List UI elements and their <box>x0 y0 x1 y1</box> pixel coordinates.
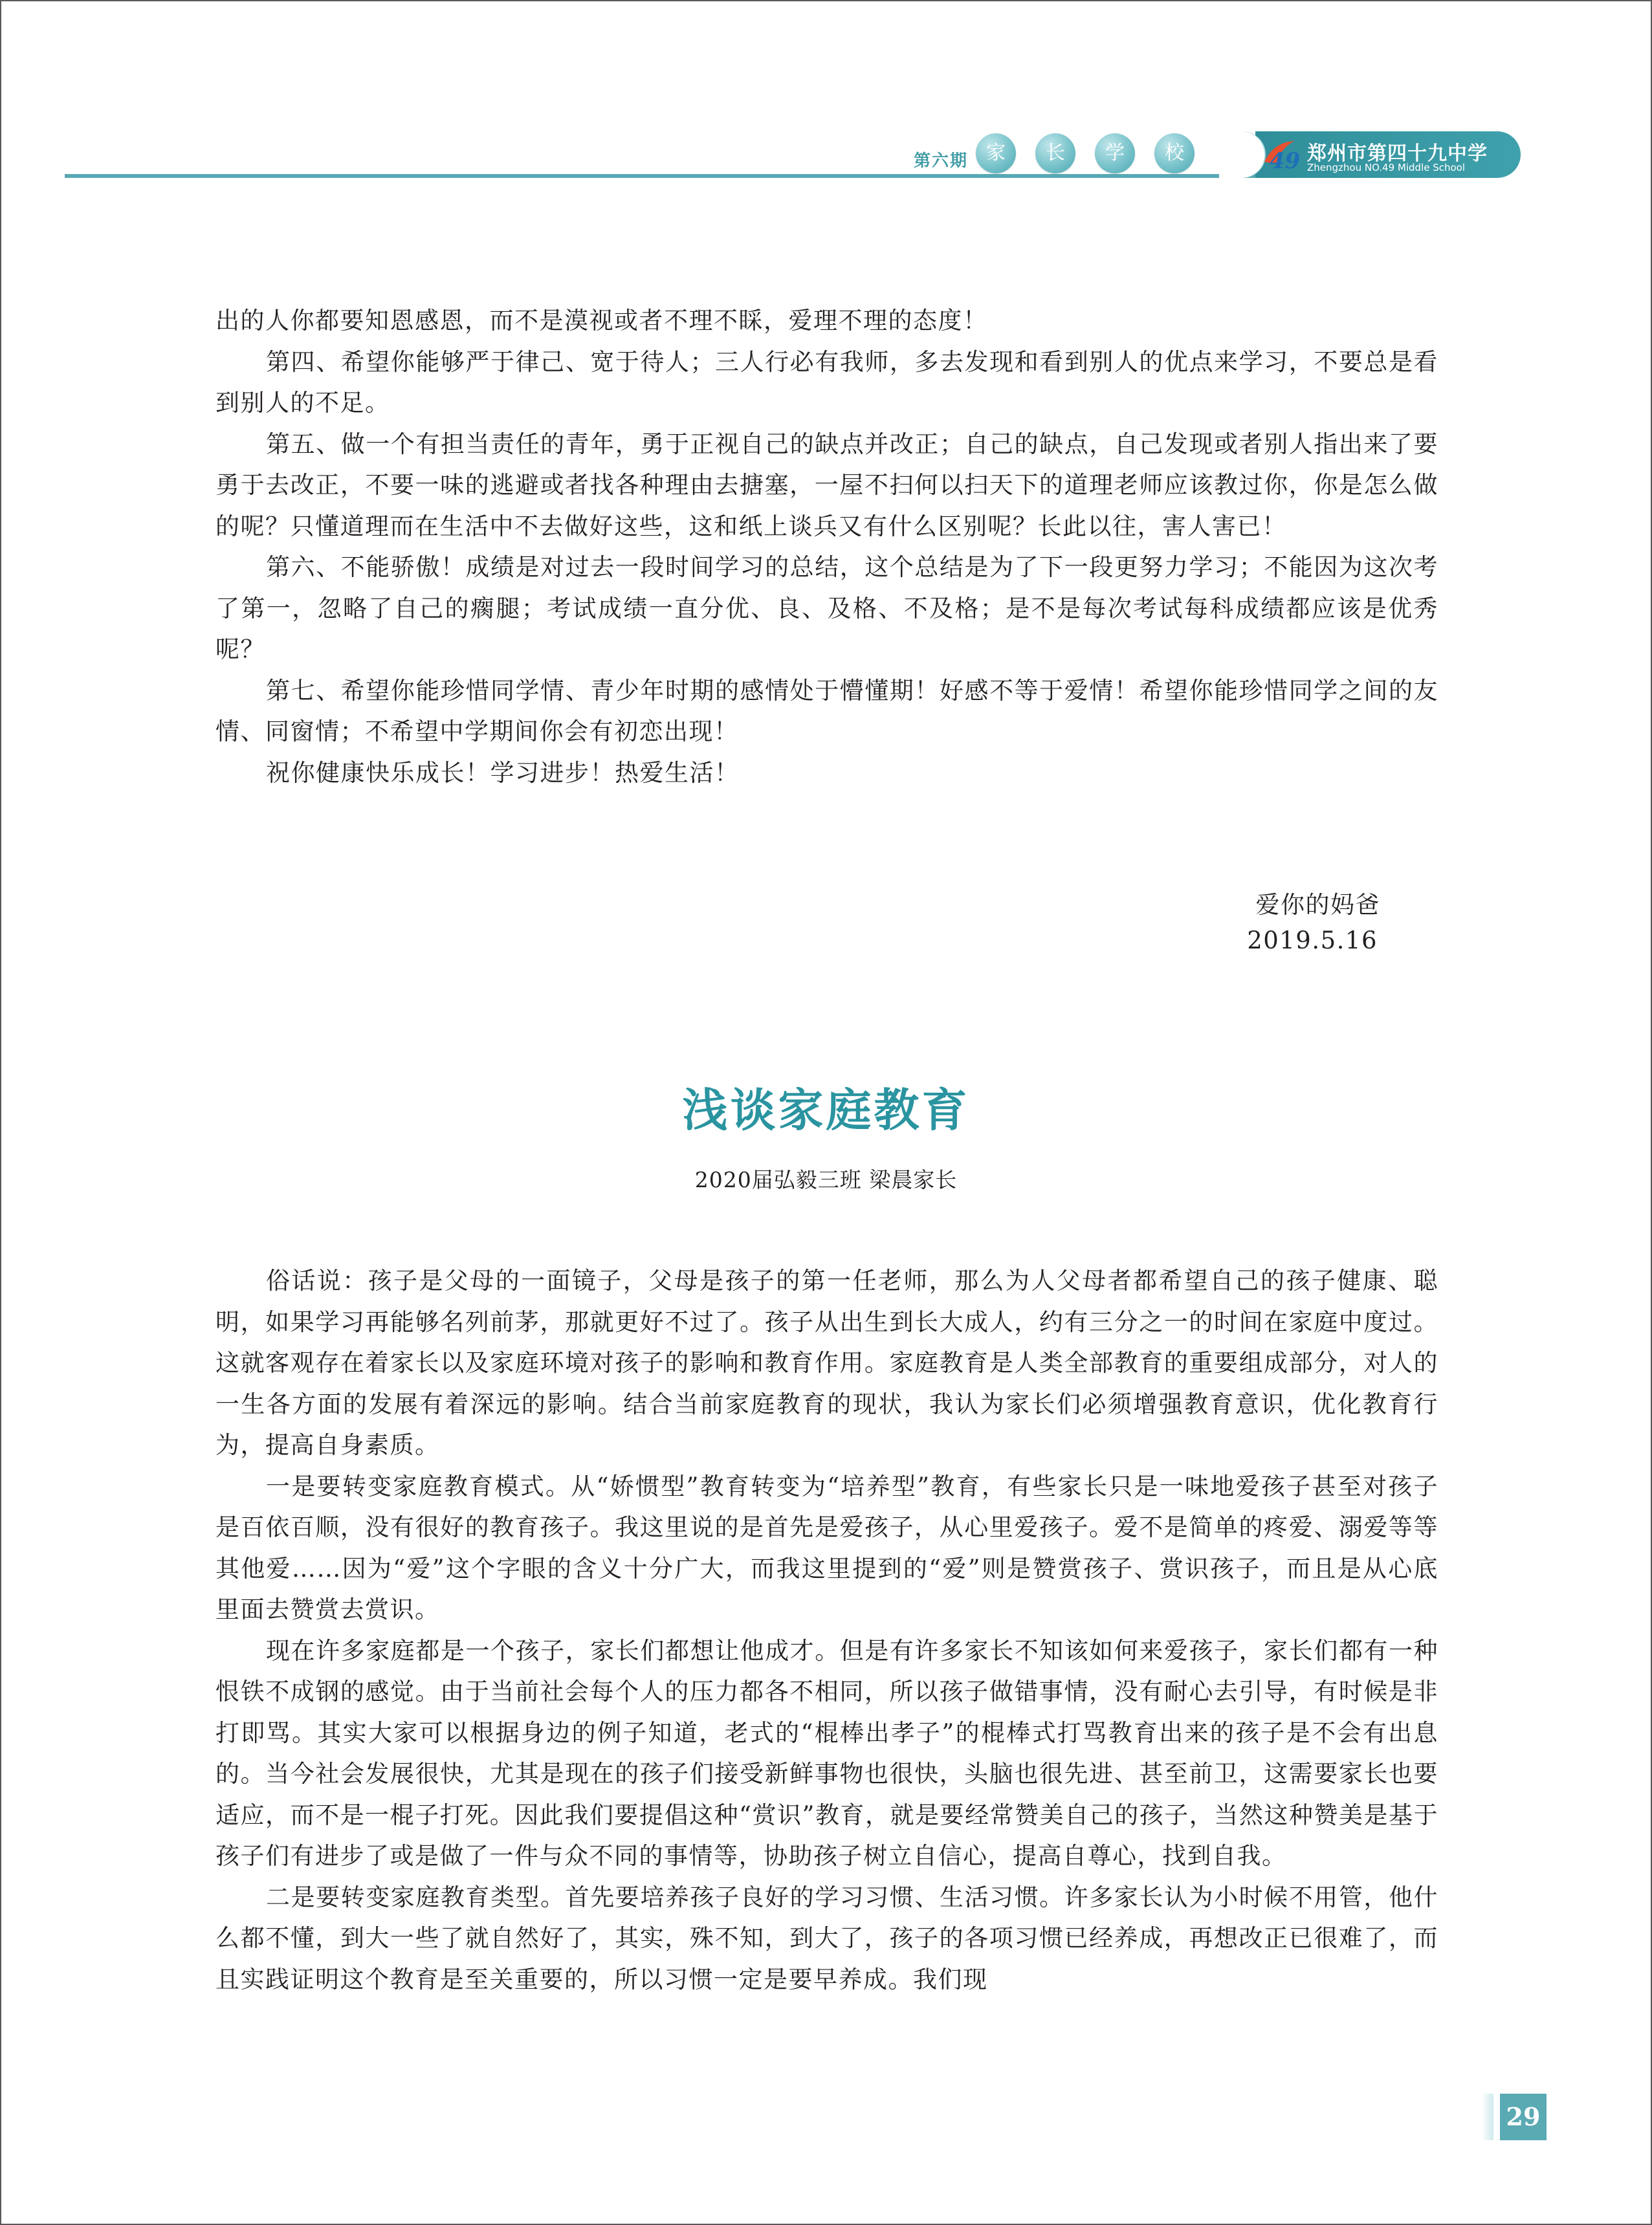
issue-label: 第六期 <box>914 151 969 171</box>
banner-char-3: 学 <box>1095 133 1135 173</box>
letter-date: 2019.5.16 <box>1247 926 1378 954</box>
banner-char-4: 校 <box>1154 133 1195 173</box>
article-paragraph-1: 俗话说：孩子是父母的一面镜子，父母是孩子的第一任老师，那么为人父母者都希望自己的孩子健康、聪明，如果学习再能够名列前茅，那就更好不过了。孩子从出生到长大成人，约有三分之一的时间在家庭中度过。这就客观存在着家长以及家庭环境对孩子的影响和教育作用。家庭教育是人类全部教育的重要组成部分，对人的一生各方面的发展有着深远的影响。结合当前家庭教育的现状，我认为家长们必须增强教育意识，优化教育行为，提高自身素质。 <box>215 1267 1438 1459</box>
letter-paragraph-4: 第六、不能骄傲！成绩是对过去一段时间学习的总结，这个总结是为了下一段更努力学习；不能因为这次考了第一，忽略了自己的瘸腿；考试成绩一直分优、良、及格、不及格；是不是每次考试每科成绩都应该是优秀呢？ <box>215 553 1438 663</box>
letter-paragraph-3: 第五、做一个有担当责任的青年，勇于正视自己的缺点并改正；自己的缺点，自己发现或者别人指出来了要勇于去改正，不要一味的逃避或者找各种理由去搪塞，一屋不扫何以扫天下的道理老师应该教过你，你是怎么做的呢？只懂道理而在生活中不去做好这些，这和纸上谈兵又有什么区别呢？长此以往，害人害已！ <box>215 430 1438 540</box>
article-author: 2020届弘毅三班 梁晨家长 <box>694 1167 958 1192</box>
article-paragraph-3: 现在许多家庭都是一个孩子，家长们都想让他成才。但是有许多家长不知该如何来爱孩子，家长们都有一种恨铁不成钢的感觉。由于当前社会每个人的压力都各不相同，所以孩子做错事情，没有耐心去引导，有时候是非打即骂。其实大家可以根据身边的例子知道，老式的“棍棒出孝子”的棍棒式打骂教育出来的孩子是不会有出息的。当今社会发展很快，尤其是现在的孩子们接受新鲜事物也很快，头脑也很先进、甚至前卫，这需要家长也要适应，而不是一棍子打死。因此我们要提倡这种“赏识”教育，就是要经常赞美自己的孩子，当然这种赞美是基于孩子们有进步了或是做了一件与众不同的事情等，协助孩子树立自信心，提高自尊心，找到自我。 <box>215 1636 1438 1870</box>
letter-paragraph-1: 出的人你都要知恩感恩，而不是漠视或者不理不睬，爱理不理的态度！ <box>215 307 988 334</box>
page-number-tab <box>1482 2094 1493 2140</box>
header-rule <box>65 174 1255 178</box>
svg-text:49: 49 <box>1270 148 1301 174</box>
article-paragraph-2: 一是要转变家庭教育模式。从“娇惯型”教育转变为“培养型”教育，有些家长只是一味地爱孩子甚至对孩子是百依百顺，没有很好的教育孩子。我这里说的是首先是爱孩子，从心里爱孩子。爱不是简单的疼爱、溺爱等等其他爱……因为“爱”这个字眼的含义十分广大，而我这里提到的“爱”则是赞赏孩子、赏识孩子，而且是从心底里面去赞赏去赏识。 <box>215 1472 1438 1623</box>
letter-paragraph-6: 祝你健康快乐成长！学习进步！热爱生活！ <box>266 758 740 787</box>
article-body <box>215 1260 1438 2000</box>
letter-signature: 爱你的妈爸 <box>1255 891 1380 919</box>
school-name-en: Zhengzhou NO.49 Middle School <box>1307 162 1466 173</box>
article-paragraph-4: 二是要转变家庭教育类型。首先要培养孩子良好的学习习惯、生活习惯。许多家长认为小时候不用管，他什么都不懂，到大一些了就自然好了，其实，殊不知，到大了，孩子的各项习惯已经养成，再想改正已很难了，而且实践证明这个教育是至关重要的，所以习惯一定是要早养成。我们现 <box>215 1883 1438 1993</box>
letter-paragraph-5: 第七、希望你能珍惜同学情、青少年时期的感情处于懵懂期！好感不等于爱情！希望你能珍惜同学之间的友情、同窗情；不希望中学期间你会有初恋出现！ <box>215 676 1438 745</box>
article-title: 浅谈家庭教育 <box>682 1084 970 1137</box>
letter-paragraph-2: 第四、希望你能够严于律己、宽于待人；三人行必有我师，多去发现和看到别人的优点来学习，不要总是看到别人的不足。 <box>215 347 1438 417</box>
banner-divider <box>1219 131 1264 178</box>
school-logo-icon <box>1261 136 1302 175</box>
school-name-cn: 郑州市第四十九中学 <box>1307 142 1488 165</box>
letter-body <box>215 300 1438 793</box>
banner-char-1: 家 <box>976 133 1016 173</box>
page-number: 29 <box>1500 2094 1547 2140</box>
banner-char-2: 长 <box>1035 133 1075 173</box>
